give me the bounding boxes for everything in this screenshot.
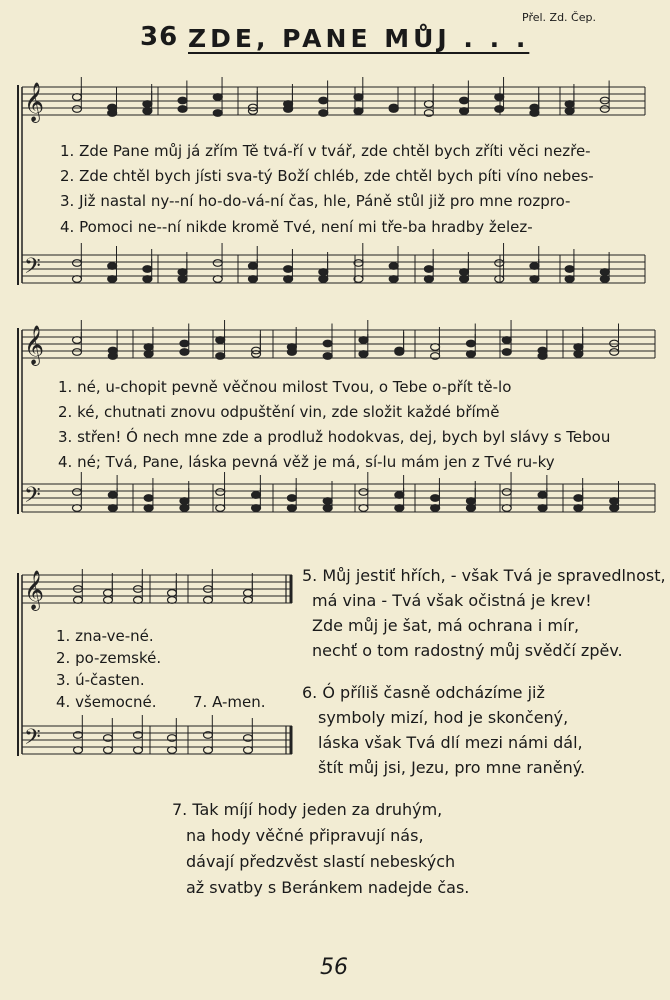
note-head <box>565 276 574 283</box>
note-head <box>104 597 113 604</box>
system3-lyric-4: 4. všemocné. <box>56 693 157 711</box>
note-head <box>395 492 404 499</box>
note-head <box>178 276 187 283</box>
note-head <box>502 489 511 496</box>
note-head <box>144 351 153 358</box>
note-head <box>502 337 511 344</box>
note-head <box>610 498 619 505</box>
note-head <box>284 276 293 283</box>
note-head <box>144 344 153 351</box>
system3-bass-clef: 𝄢 <box>24 725 41 755</box>
note-head <box>74 597 83 604</box>
note-head <box>466 351 475 358</box>
note-head <box>565 101 574 108</box>
note-head <box>319 110 328 117</box>
note-head <box>284 266 293 273</box>
note-head <box>495 94 504 101</box>
note-head <box>73 106 82 113</box>
system2-lyric-4: 4. né; Tvá, Pane, láska pevná věž je má, sí-lu mám jen z Tvé ru-ky <box>58 453 555 471</box>
note-head <box>213 276 222 283</box>
verse-5-line-4: nechť o tom radostný můj svědčí zpěv. <box>312 641 623 660</box>
note-head <box>178 97 187 104</box>
system2-lyric-1: 1. né, u-chopit pevně věčnou milost Tvou, o Tebe o-přít tě-lo <box>58 378 512 396</box>
note-head <box>565 108 574 115</box>
note-head <box>610 349 619 356</box>
note-head <box>216 505 225 512</box>
note-head <box>180 505 189 512</box>
note-head <box>284 106 293 113</box>
note-head <box>502 505 511 512</box>
translator-credit: Přel. Zd. Čep. <box>522 11 596 24</box>
note-head <box>134 597 143 604</box>
note-head <box>252 492 261 499</box>
note-head <box>424 266 433 273</box>
note-head <box>395 505 404 512</box>
note-head <box>73 94 82 101</box>
system1-lyric-4: 4. Pomoci ne--ní nikde kromě Tvé, není mi tře-ba hradby želez- <box>60 218 533 236</box>
note-head <box>168 590 177 597</box>
system3-lyric-1: 1. zna-ve-né. <box>56 627 154 645</box>
note-head <box>244 590 253 597</box>
verse-6-line-4: štít můj jsi, Jezu, pro mne raněný. <box>318 758 586 777</box>
system3-lyric-2: 2. po-zemské. <box>56 649 162 667</box>
note-head <box>460 108 469 115</box>
note-head <box>323 340 332 347</box>
note-head <box>204 747 213 754</box>
system2-bass-clef: 𝄢 <box>24 483 41 513</box>
system3-treble-clef: 𝄞 <box>24 570 45 610</box>
verse-6-line-3: láska však Tvá dlí mezi námi dál, <box>318 733 583 752</box>
note-head <box>204 597 213 604</box>
note-head <box>178 269 187 276</box>
note-head <box>359 489 368 496</box>
note-head <box>323 498 332 505</box>
note-head <box>466 505 475 512</box>
note-head <box>574 351 583 358</box>
note-head <box>134 747 143 754</box>
note-head <box>108 276 117 283</box>
note-head <box>574 344 583 351</box>
system2-lyric-2: 2. ké, chutnati znovu odpuštění vin, zde složit každé břímě <box>58 403 500 421</box>
note-head <box>108 110 117 117</box>
note-head <box>216 353 225 360</box>
note-head <box>319 269 328 276</box>
note-head <box>600 106 609 113</box>
song-title: ZDE, PANE MŮJ . . . <box>188 24 530 53</box>
note-head <box>104 590 113 597</box>
note-head <box>248 276 257 283</box>
note-head <box>73 489 82 496</box>
note-head <box>323 353 332 360</box>
note-head <box>143 266 152 273</box>
note-head <box>600 269 609 276</box>
note-head <box>73 349 82 356</box>
note-head <box>73 276 82 283</box>
note-head <box>168 597 177 604</box>
system3-lyric-3: 3. ú-časten. <box>56 671 145 689</box>
note-head <box>213 110 222 117</box>
note-head <box>574 505 583 512</box>
page-number: 56 <box>320 955 348 980</box>
system2-lyric-3: 3. střen! Ó nech mne zde a prodluž hodokvas, dej, bych byl slávy s Tebou <box>58 428 611 446</box>
note-head <box>287 349 296 356</box>
note-head <box>530 263 539 270</box>
note-head <box>143 108 152 115</box>
system2-treble-clef: 𝄞 <box>24 325 45 365</box>
note-head <box>73 337 82 344</box>
note-head <box>538 505 547 512</box>
note-head <box>244 747 253 754</box>
note-head <box>143 101 152 108</box>
note-head <box>104 747 113 754</box>
note-head <box>460 269 469 276</box>
note-head <box>244 597 253 604</box>
note-head <box>180 340 189 347</box>
note-head <box>108 263 117 270</box>
note-head <box>143 276 152 283</box>
note-head <box>389 263 398 270</box>
note-head <box>74 747 83 754</box>
note-head <box>600 276 609 283</box>
note-head <box>431 505 440 512</box>
note-head <box>389 276 398 283</box>
note-head <box>108 492 117 499</box>
verse-7-line-4: až svatby s Beránkem nadejde čas. <box>186 878 470 897</box>
verse-6-line-2: symboly mizí, hod je skončený, <box>318 708 569 727</box>
note-head <box>213 94 222 101</box>
verse-6-line-1: 6. Ó příliš časně odcházíme již <box>302 683 545 702</box>
note-head <box>530 110 539 117</box>
note-head <box>213 260 222 267</box>
amen-lyric: 7. A-men. <box>193 693 266 711</box>
note-head <box>354 108 363 115</box>
verse-5-line-1: 5. Můj jestiť hřích, - však Tvá je spravedlnost, <box>302 566 666 585</box>
note-head <box>73 505 82 512</box>
note-head <box>495 106 504 113</box>
note-head <box>530 276 539 283</box>
note-head <box>424 101 433 108</box>
note-head <box>180 498 189 505</box>
note-head <box>538 492 547 499</box>
song-number: 36 <box>140 22 179 52</box>
note-head <box>354 94 363 101</box>
note-head <box>460 97 469 104</box>
note-head <box>73 260 82 267</box>
note-head <box>466 498 475 505</box>
note-head <box>108 505 117 512</box>
note-head <box>287 495 296 502</box>
note-head <box>395 349 404 356</box>
note-head <box>108 353 117 360</box>
note-head <box>144 505 153 512</box>
note-head <box>389 106 398 113</box>
note-head <box>216 337 225 344</box>
note-head <box>359 351 368 358</box>
note-head <box>502 349 511 356</box>
note-head <box>178 106 187 113</box>
system1-lyric-2: 2. Zde chtěl bych jísti sva-tý Boží chléb, zde chtěl bych píti víno nebes- <box>60 167 594 185</box>
note-head <box>610 505 619 512</box>
note-head <box>216 489 225 496</box>
note-head <box>424 276 433 283</box>
note-head <box>495 276 504 283</box>
verse-7-line-2: na hody věčné připravují nás, <box>186 826 424 845</box>
note-head <box>252 505 261 512</box>
verse-7-line-1: 7. Tak míjí hody jeden za druhým, <box>172 800 443 819</box>
note-head <box>431 495 440 502</box>
note-head <box>287 505 296 512</box>
note-head <box>466 340 475 347</box>
verse-7-line-3: dávají předzvěst slastí nebeských <box>186 852 456 871</box>
note-head <box>495 260 504 267</box>
note-head <box>319 276 328 283</box>
note-head <box>460 276 469 283</box>
note-head <box>359 505 368 512</box>
system1-treble-clef: 𝄞 <box>24 82 45 122</box>
note-head <box>248 263 257 270</box>
system1-bass-clef: 𝄢 <box>24 254 41 284</box>
note-head <box>574 495 583 502</box>
note-head <box>565 266 574 273</box>
note-head <box>359 337 368 344</box>
system1-lyric-3: 3. Již nastal ny--ní ho-do-vá-ní čas, hle, Páně stůl již pro mne rozpro- <box>60 192 571 210</box>
note-head <box>180 349 189 356</box>
note-head <box>431 344 440 351</box>
system1-lyric-1: 1. Zde Pane můj já zřím Tě tvá-ří v tvář, zde chtěl bych zříti věci nezře- <box>60 142 591 160</box>
note-head <box>323 505 332 512</box>
note-head <box>168 747 177 754</box>
note-head <box>319 97 328 104</box>
note-head <box>538 353 547 360</box>
verse-5-line-3: Zde můj je šat, má ochrana i mír, <box>312 616 580 635</box>
note-head <box>144 495 153 502</box>
verse-5-line-2: má vina - Tvá však očistná je krev! <box>312 591 592 610</box>
